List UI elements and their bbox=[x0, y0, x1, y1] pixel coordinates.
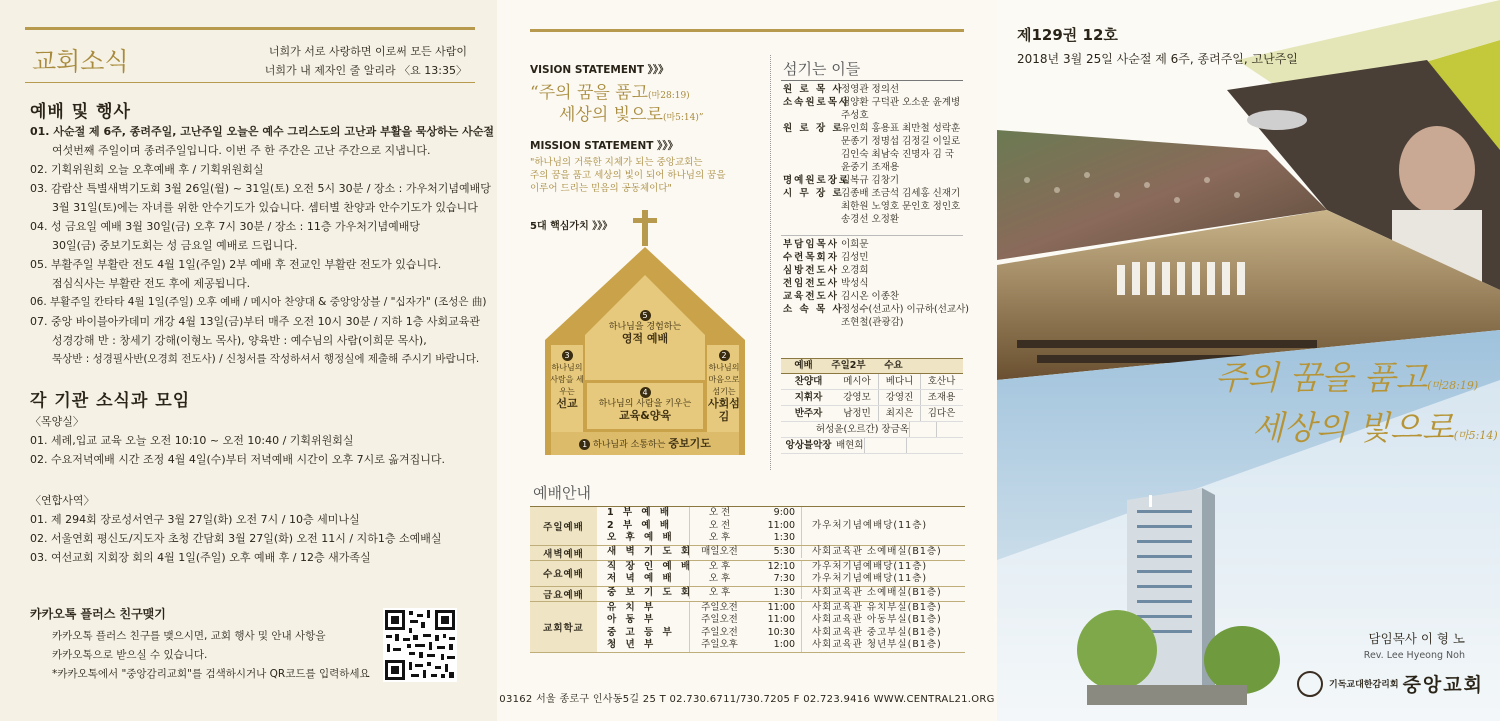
mission-label: MISSION STATEMENT 》》》 bbox=[530, 140, 679, 152]
role-label: 명예원로장로 bbox=[783, 175, 851, 186]
worship-row bbox=[597, 602, 965, 615]
worship-row bbox=[597, 587, 965, 600]
role-label: 수련목회자 bbox=[783, 252, 839, 263]
list-item: 02. 기획위원회 오늘 오후예배 후 / 기획위원회실 bbox=[30, 163, 264, 176]
role-label bbox=[783, 109, 841, 122]
worship-rows bbox=[597, 561, 965, 586]
mission-line: "하나님의 거룩한 지체가 되는 중앙교회는 bbox=[530, 157, 703, 168]
church-name: 중앙교회 bbox=[1402, 674, 1484, 696]
server-row bbox=[783, 83, 965, 96]
server-row bbox=[783, 213, 965, 226]
worship-category: 주일예배 bbox=[530, 507, 597, 545]
list-item: 07. 중앙 바이블아카데미 개강 4월 13일(금)부터 매주 오전 10시 30분 / 지하 1층 사회교육관 bbox=[30, 315, 481, 328]
duty-cell: 남정민 bbox=[843, 408, 871, 419]
member-names: 김복규 김창기 bbox=[841, 175, 900, 186]
list-item: 03. 감람산 특별새벽기도회 3월 26일(월) ~ 31일(토) 오전 5시 30분 / 장소 : 가우처기념예배당 bbox=[30, 182, 491, 195]
service-day: 주일오전 bbox=[689, 614, 749, 627]
service-time: 1:00 bbox=[773, 639, 795, 650]
subheading: 〈목양실〉 bbox=[30, 415, 84, 428]
divider bbox=[781, 80, 963, 81]
contact-footer: 03162 서울 종로구 인사동5길 25 T 02.730.6711/730.7205 F 02.723.9416 WWW.CENTRAL21.ORG bbox=[499, 694, 995, 705]
org-list bbox=[30, 412, 475, 567]
server-row bbox=[783, 109, 965, 122]
server-row bbox=[783, 264, 965, 277]
issue-number: 제129권 12호 bbox=[1017, 26, 1118, 44]
service-day: 오 후 bbox=[689, 587, 749, 600]
mission-text bbox=[530, 156, 726, 195]
value-title: 사회섬김 bbox=[708, 397, 740, 423]
role-label: 교육전도사 bbox=[783, 291, 839, 302]
member-names: 박성식 bbox=[841, 278, 869, 289]
top-rule bbox=[25, 27, 475, 30]
service-place: 가우처기념예배당(11층) bbox=[801, 520, 965, 533]
service-day: 오 후 bbox=[689, 532, 749, 545]
service-time: 10:30 bbox=[767, 626, 795, 638]
service-day: 오 후 bbox=[689, 573, 749, 586]
service-name: 중 보 기 도 회 bbox=[607, 586, 694, 598]
worship-group bbox=[530, 602, 965, 653]
duty-cell: 허성윤(오르간) 장금옥 bbox=[815, 424, 909, 435]
duty-cell: 지휘자 bbox=[794, 392, 823, 403]
qr-code-icon[interactable] bbox=[383, 608, 457, 682]
value-mission bbox=[550, 350, 584, 411]
server-row bbox=[783, 174, 965, 187]
server-row bbox=[783, 135, 965, 148]
divider bbox=[781, 235, 963, 236]
server-row bbox=[783, 187, 965, 200]
service-time: 11:00 bbox=[767, 601, 795, 613]
server-row bbox=[783, 277, 965, 290]
role-label: 시 무 장 로 bbox=[783, 188, 844, 199]
value-subtext: 하나님의 사람을 키우는 bbox=[598, 399, 692, 409]
list-item: 06. 부활주일 칸타타 4월 1일(주일) 오후 예배 / 메시아 찬양대 & 중앙앙상블 / "십자가" (조성은 曲) bbox=[30, 296, 487, 308]
server-row bbox=[783, 316, 965, 329]
list-item: 02. 서울연회 평신도/지도자 초청 간담회 3월 27일(화) 오전 11시 / 지하1층 소예배실 bbox=[30, 532, 442, 545]
subheading: 〈연합사역〉 bbox=[30, 494, 95, 507]
mission-line: 이루어 드리는 믿음의 공동체이다" bbox=[530, 183, 672, 194]
number-badge: 3 bbox=[562, 350, 573, 361]
kakao-text bbox=[52, 627, 370, 684]
service-name: 직 장 인 예 배 bbox=[607, 560, 694, 572]
role-label: 심방전도사 bbox=[783, 265, 839, 276]
list-item: 04. 성 금요일 예배 3월 30일(금) 오후 7시 30분 / 장소 : 11층 가우처기념예배당 bbox=[30, 220, 420, 233]
role-label: 소 속 목 사 bbox=[783, 304, 844, 315]
list-item: 01. 사순절 제 6주, 종려주일, 고난주일 오늘은 예수 그리스도의 고난과 부활을 묵상하는 사순절 bbox=[30, 125, 494, 138]
kakao-title: 카카오톡 플러스 친구맺기 bbox=[30, 607, 166, 621]
service-day: 주일오전 bbox=[689, 627, 749, 640]
number-badge: 4 bbox=[640, 387, 651, 398]
service-time: 7:30 bbox=[773, 573, 795, 584]
server-row bbox=[783, 251, 965, 264]
service-day: 오 전 bbox=[689, 520, 749, 533]
service-name: 저 녁 예 배 bbox=[607, 573, 675, 584]
worship-schedule-table bbox=[530, 506, 965, 653]
verse-line: 너희가 서로 사랑하면 이로써 모든 사람이 bbox=[268, 45, 467, 58]
church-logo bbox=[1297, 670, 1484, 697]
service-place: 사회교육관 중고부실(B1층) bbox=[801, 627, 965, 640]
service-place: 가우처기념예배당(11층) bbox=[801, 573, 965, 586]
worship-row bbox=[597, 627, 965, 640]
role-label: 전임전도사 bbox=[783, 278, 839, 289]
service-name: 2 부 예 배 bbox=[607, 519, 673, 531]
list-item: 점심식사는 부활란 전도 후에 제공됩니다. bbox=[52, 277, 251, 290]
duty-cell: 찬양대 bbox=[794, 376, 823, 387]
duty-cell bbox=[936, 422, 963, 437]
worship-category: 금요예배 bbox=[530, 587, 597, 601]
value-subtext: 하나님의 마음으로 섬기는 bbox=[708, 363, 740, 396]
role-label: 소속원로목사 bbox=[783, 97, 851, 108]
worship-row bbox=[597, 532, 965, 545]
role-label: 부담임목사 bbox=[783, 239, 839, 250]
worship-category: 교회학교 bbox=[530, 602, 597, 652]
worship-title: 예배안내 bbox=[533, 484, 591, 502]
member-names: 김시온 이종찬 bbox=[841, 291, 900, 302]
duty-cell: 베다니 bbox=[878, 374, 920, 389]
vision-line-2 bbox=[559, 100, 703, 125]
duty-cell: 반주자 bbox=[794, 408, 823, 419]
server-row bbox=[783, 290, 965, 303]
worship-row bbox=[597, 639, 965, 652]
worship-row bbox=[597, 520, 965, 533]
service-time: 9:00 bbox=[773, 507, 795, 518]
kakao-line: 카카오톡으로 받으실 수 있습니다. bbox=[52, 649, 208, 661]
service-time: 12:10 bbox=[767, 560, 795, 572]
worship-row bbox=[597, 546, 965, 559]
service-time: 1:30 bbox=[773, 586, 795, 598]
duty-cell: 앙상블악장 bbox=[785, 440, 832, 451]
service-name: 중 고 등 부 bbox=[607, 626, 675, 638]
section-worship-events: 예배 및 행사 bbox=[30, 102, 131, 122]
worship-group bbox=[530, 587, 965, 602]
duty-cell: 김다은 bbox=[920, 406, 962, 421]
value-subtext: 하나님의 사람을 세우는 bbox=[550, 363, 584, 396]
duty-cell: 호산나 bbox=[920, 374, 962, 389]
duty-cell bbox=[906, 438, 948, 453]
worship-group bbox=[530, 546, 965, 561]
worship-group bbox=[530, 507, 965, 546]
server-row bbox=[783, 96, 965, 109]
bible-verse bbox=[265, 42, 467, 80]
number-badge: 1 bbox=[579, 439, 590, 450]
server-row bbox=[783, 200, 965, 213]
service-name: 1 부 예 배 bbox=[607, 507, 673, 518]
duty-header-cell: 수요 bbox=[884, 360, 903, 371]
service-day: 오 후 bbox=[689, 561, 749, 574]
church-seal-icon bbox=[1297, 671, 1323, 697]
member-names: 김양환 구덕관 오소운 윤계병 bbox=[841, 97, 961, 108]
divider bbox=[25, 82, 475, 83]
duty-header-cell: 주일2부 bbox=[831, 360, 866, 371]
slogan-line-1 bbox=[1215, 352, 1478, 399]
kakao-line: 카카오톡 플러스 친구를 맺으시면, 교회 행사 및 안내 사항을 bbox=[52, 630, 326, 642]
service-name: 청 년 부 bbox=[607, 639, 657, 650]
role-label bbox=[783, 148, 841, 161]
duty-row bbox=[781, 422, 963, 438]
slogan-ref: (마5:14) bbox=[1453, 429, 1498, 442]
duty-cell bbox=[864, 438, 906, 453]
denomination: 기독교대한감리회 bbox=[1329, 680, 1399, 690]
duty-cell: 조재용 bbox=[920, 390, 962, 405]
service-day: 주일오전 bbox=[689, 602, 749, 615]
worship-group bbox=[530, 561, 965, 587]
slogan-text: 주의 꿈을 품고 bbox=[1215, 358, 1428, 397]
duty-cell bbox=[909, 422, 936, 437]
senior-pastor: 담임목사 이 형 노 bbox=[1368, 631, 1465, 646]
worship-row bbox=[597, 573, 965, 586]
servers-list bbox=[783, 83, 965, 226]
server-row bbox=[783, 122, 965, 135]
service-day: 주일오후 bbox=[689, 639, 749, 652]
role-label: 원 로 목 사 bbox=[783, 84, 844, 95]
member-names: 문종기 정명섭 김정길 이일로 bbox=[841, 136, 961, 147]
member-names: 최한원 노영호 문인호 정인호 bbox=[841, 201, 961, 212]
member-names: 조현철(관광감) bbox=[841, 317, 904, 328]
worship-row bbox=[597, 561, 965, 574]
service-name: 오 후 예 배 bbox=[607, 532, 675, 543]
service-time: 11:00 bbox=[767, 614, 795, 625]
member-names: 김종배 조금석 김세홍 신재기 bbox=[841, 188, 961, 199]
events-list bbox=[30, 122, 494, 369]
role-label bbox=[783, 213, 841, 226]
service-time: 1:30 bbox=[773, 532, 795, 543]
role-label: 원 로 장 로 bbox=[783, 123, 844, 134]
service-name: 유 치 부 bbox=[607, 601, 657, 613]
duty-row bbox=[781, 438, 963, 454]
list-item: 성경강해 반 : 창세기 강해(이형노 목사), 양육반 : 예수님의 사람(이희문 목사), bbox=[52, 334, 427, 347]
worship-rows bbox=[597, 602, 965, 652]
slogan-line-2 bbox=[1252, 402, 1498, 449]
issue-date: 2018년 3월 25일 사순절 제 6주, 종려주일, 고난주일 bbox=[1017, 52, 1298, 66]
duty-header bbox=[781, 358, 963, 374]
member-names: 정성수(선교사) 이규하(선교사) bbox=[841, 304, 969, 315]
duty-table bbox=[781, 358, 963, 454]
list-item: 30일(금) 중보기도회는 성 금요일 예배로 드립니다. bbox=[52, 239, 298, 252]
list-item: 01. 제 294회 장로성서연구 3월 27일(화) 오전 7시 / 10층 세미나실 bbox=[30, 513, 360, 526]
duty-cell: 배현희 bbox=[836, 440, 864, 451]
value-spiritual-worship bbox=[605, 310, 685, 346]
column-divider bbox=[770, 55, 771, 470]
value-title: 교육&양육 bbox=[618, 409, 672, 422]
number-badge: 5 bbox=[640, 310, 651, 321]
value-education bbox=[597, 387, 693, 423]
service-place: 사회교육관 아동부실(B1층) bbox=[801, 614, 965, 627]
value-title: 영적 예배 bbox=[621, 332, 669, 345]
list-item: 여섯번째 주일이며 종려주일입니다. 이번 주 한 주간은 고난 주간으로 지냅니다. bbox=[52, 144, 431, 157]
service-name: 새 벽 기 도 회 bbox=[607, 545, 694, 557]
member-names: 김성민 bbox=[841, 252, 869, 263]
top-rule bbox=[530, 29, 964, 32]
slogan-ref: (마28:19) bbox=[1427, 379, 1479, 392]
mission-line: 주의 꿈을 품고 세상의 빛이 되어 하나님의 꿈을 bbox=[530, 170, 726, 181]
worship-row bbox=[597, 614, 965, 627]
member-names: 윤중기 조재용 bbox=[841, 162, 900, 173]
vision-label: VISION STATEMENT 》》》 bbox=[530, 64, 669, 76]
worship-row bbox=[597, 507, 965, 520]
service-name: 아 동 부 bbox=[607, 614, 657, 625]
core-values-label: 5대 핵심가치 》》》 bbox=[530, 221, 613, 232]
value-title: 선교 bbox=[556, 397, 578, 410]
church-news-panel bbox=[0, 0, 497, 721]
role-label bbox=[783, 200, 841, 213]
service-place: 사회교육관 소예배실(B1층) bbox=[801, 546, 965, 559]
vision-text: “주의 꿈을 품고 bbox=[530, 83, 649, 103]
cover-panel bbox=[997, 0, 1500, 721]
service-place: 사회교육관 유치부실(B1층) bbox=[801, 602, 965, 615]
member-names: 주성호 bbox=[841, 110, 869, 121]
value-subtext: 하나님을 경험하는 bbox=[608, 322, 682, 332]
duty-cell: 메시아 bbox=[843, 376, 871, 387]
verse-line: 너희가 내 제자인 줄 알리라 〈요 13:35〉 bbox=[264, 64, 467, 77]
slogan-text: 세상의 빛으로 bbox=[1252, 408, 1454, 447]
role-label bbox=[783, 161, 841, 174]
list-item: 3월 31일(토)에는 자녀를 위한 안수기도가 있습니다. 셈터별 찬양과 안수기도가 있습니다 bbox=[52, 201, 478, 214]
worship-category: 새벽예배 bbox=[530, 546, 597, 560]
list-item: 02. 수요저녁예배 시간 조정 4월 4일(수)부터 저녁예배 시간이 오후 7시로 옮겨집니다. bbox=[30, 453, 445, 466]
duty-cell: 최지은 bbox=[878, 406, 920, 421]
list-item: 03. 여선교회 지회장 회의 4월 1일(주일) 오후 예배 후 / 12층 새가족실 bbox=[30, 551, 371, 564]
duty-row bbox=[781, 406, 963, 422]
servers-title: 섬기는 이들 bbox=[783, 60, 861, 78]
kakao-line: *카카오톡에서 "중앙감리교회"를 검색하시거나 QR코드를 입력하세요 bbox=[52, 668, 370, 680]
vision-ref: (마5:14)” bbox=[662, 113, 704, 123]
member-names: 송경선 오정환 bbox=[841, 214, 900, 225]
server-row bbox=[783, 238, 965, 251]
duty-header-cell: 예배 bbox=[794, 360, 813, 371]
server-row bbox=[783, 161, 965, 174]
member-names: 유인희 홍용표 최만철 성락훈 bbox=[841, 123, 961, 134]
staff-list bbox=[783, 238, 969, 329]
value-social-service bbox=[705, 350, 743, 424]
senior-pastor-en: Rev. Lee Hyeong Noh bbox=[1363, 650, 1465, 661]
vision-ref: (마28:19) bbox=[648, 91, 690, 101]
server-row bbox=[783, 148, 965, 161]
list-item: 05. 부활주일 부활란 전도 4월 1일(주일) 2부 예배 후 전교인 부활란 전도가 있습니다. bbox=[30, 258, 442, 271]
value-subtext: 하나님과 소통하는 bbox=[593, 440, 666, 450]
service-time: 11:00 bbox=[767, 519, 795, 531]
member-names: 이희문 bbox=[841, 239, 869, 250]
service-place bbox=[801, 507, 965, 520]
role-label bbox=[783, 316, 841, 329]
vision-text: 세상의 빛으로 bbox=[559, 105, 663, 125]
core-values-diagram bbox=[545, 205, 745, 465]
role-label bbox=[783, 135, 841, 148]
duty-row bbox=[781, 374, 963, 390]
worship-rows bbox=[597, 587, 965, 601]
number-badge: 2 bbox=[719, 350, 730, 361]
service-place: 사회교육관 청년부실(B1층) bbox=[801, 639, 965, 652]
worship-rows bbox=[597, 507, 965, 545]
service-place bbox=[801, 532, 965, 545]
section-org-news: 각 기관 소식과 모임 bbox=[30, 391, 191, 411]
value-title: 중보기도 bbox=[668, 437, 711, 450]
server-row bbox=[783, 303, 969, 316]
list-item: 묵상반 : 성경필사반(오경희 전도사) / 신청서를 작성하셔서 행정실에 제출해 주시기 바랍니다. bbox=[52, 353, 480, 365]
member-names: 정영관 정의선 bbox=[841, 84, 900, 95]
duty-cell: 강영진 bbox=[878, 390, 920, 405]
service-place: 사회교육관 소예배실(B1층) bbox=[801, 587, 965, 600]
service-place: 가우처기념예배당(11층) bbox=[801, 561, 965, 574]
duty-row bbox=[781, 390, 963, 406]
list-item: 01. 세례,입교 교육 오늘 오전 10:10 ~ 오전 10:40 / 기획위원회실 bbox=[30, 434, 354, 447]
member-names: 오경희 bbox=[841, 265, 869, 276]
worship-category: 수요예배 bbox=[530, 561, 597, 586]
news-title: 교회소식 bbox=[32, 47, 129, 76]
value-intercession bbox=[575, 438, 715, 451]
service-day: 오 전 bbox=[689, 507, 749, 520]
worship-rows bbox=[597, 546, 965, 560]
service-day: 매일오전 bbox=[689, 546, 749, 559]
duty-cell bbox=[781, 422, 816, 437]
member-names: 김인숙 최남숙 진명자 김 국 bbox=[841, 149, 955, 160]
duty-cell: 강영모 bbox=[843, 392, 871, 403]
service-time: 5:30 bbox=[773, 545, 795, 557]
